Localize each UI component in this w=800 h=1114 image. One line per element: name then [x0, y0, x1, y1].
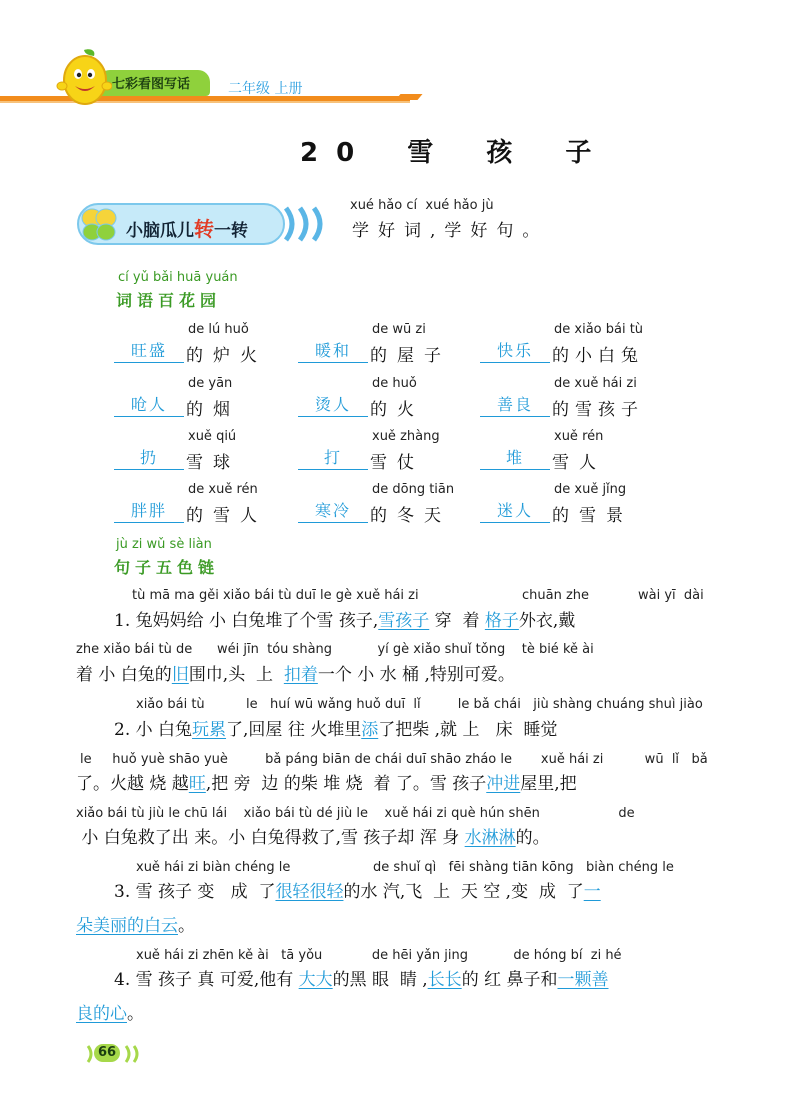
series-title: 七彩看图写话	[112, 77, 191, 92]
lesson-name: 雪 孩 子	[407, 138, 614, 168]
s3-pinyin: xiǎo bái tù le huí wū wǎng huǒ duī lǐ le bǎ chái jiù shàng chuáng shuì jiào	[136, 697, 703, 712]
word-pinyin: de lú huǒ	[188, 322, 249, 337]
s1-text-e: 外衣,戴	[518, 611, 576, 631]
s5-text-c: 的。	[515, 828, 550, 848]
word-answer-blank: 快乐	[480, 340, 550, 363]
word-pinyin: de wū zi	[372, 322, 426, 337]
banner-part1: 小脑瓜儿	[126, 221, 194, 241]
s8-text-c: 的黑 眼 睛 ,	[332, 970, 428, 990]
word-text: 的雪景	[552, 506, 633, 526]
s6-answer-1: 很轻很轻	[275, 882, 344, 902]
word-text: 的雪孩子	[552, 400, 644, 420]
s6-text-c: 的水 汽,飞 上 天 空 ,变 成 了	[343, 882, 584, 902]
s1-answer-1: 雪孩子	[378, 611, 430, 631]
s4-pinyin: le huǒ yuè shāo yuè bǎ páng biān de chái duī shāo zháo le xuě hái zi wū lǐ bǎ	[80, 752, 708, 767]
section-banner-title	[126, 213, 248, 242]
sentence-1-line-1	[114, 606, 575, 631]
s8-answer-1: 大大	[298, 970, 333, 990]
word-text: 的小白兔	[552, 346, 644, 366]
s1-text-c: 穿 着	[429, 611, 485, 631]
word-pinyin: xuě zhàng	[372, 429, 440, 444]
banner-part3: 一转	[214, 221, 248, 241]
s3-text-a: 2. 小 白兔	[114, 720, 193, 740]
s3-answer-2: 添	[361, 720, 379, 740]
lemon-mascot-icon	[56, 46, 112, 108]
word-text: 的火	[370, 400, 424, 420]
s9-text-b: 。	[127, 1004, 144, 1024]
word-pinyin: de xuě jǐng	[554, 482, 627, 497]
s1-answer-2: 格子	[484, 611, 519, 631]
word-answer-blank: 迷人	[480, 500, 550, 523]
sentence-4-line-1	[114, 965, 609, 990]
page-number: 66	[94, 1044, 120, 1062]
s6-answer-2: 一	[583, 882, 601, 902]
word-text: 的烟	[186, 400, 240, 420]
word-answer-blank: 呛人	[114, 394, 184, 417]
word-answer-blank: 旺盛	[114, 340, 184, 363]
sentence-3-line-1	[114, 877, 601, 902]
word-answer-blank: 寒冷	[298, 500, 368, 523]
s1-pinyin-2: chuān zhe	[522, 588, 590, 603]
grade-label: 二年级 上册	[228, 81, 303, 97]
s3-text-e: 了把柴 ,就 上 床 睡觉	[378, 720, 558, 740]
word-answer-blank: 善良	[480, 394, 550, 417]
word-text: 的炉火	[186, 346, 267, 366]
s5-text-a: 小 白兔救了出 来。小 白兔得救了,雪 孩子却 浑 身	[76, 828, 465, 848]
s4-text-e: 屋里,把	[520, 774, 577, 794]
goal-text: 学好词,学好句。	[352, 221, 549, 241]
word-answer-blank: 扔	[114, 447, 184, 470]
word-answer-blank: 暖和	[298, 340, 368, 363]
s3-answer-1: 玩累	[192, 720, 227, 740]
banner-part2: 转	[194, 217, 214, 241]
word-pinyin: de xuě hái zi	[554, 376, 637, 391]
sentence-2-line-3	[76, 823, 550, 848]
word-pinyin: de huǒ	[372, 376, 417, 391]
s9-answer-1: 良的心	[76, 1004, 127, 1024]
s2-text-c: 围巾,头 上	[188, 665, 284, 685]
word-pinyin: xuě qiú	[188, 429, 237, 444]
words-pinyin: cí yǔ bǎi huā yuán	[118, 270, 238, 285]
sentence-2-line-2	[76, 769, 577, 794]
lesson-title	[300, 132, 613, 169]
word-answer-blank: 打	[298, 447, 368, 470]
s1-pinyin: tù mā ma gěi xiǎo bái tù duī le gè xuě hái zi	[132, 588, 419, 603]
s2-text-e: 一个 小 水 桶 ,特别可爱。	[317, 665, 515, 685]
s6-text-a: 3. 雪 孩子 变 成 了	[114, 882, 276, 902]
word-text: 雪人	[552, 453, 606, 473]
s8-text-e: 的 红 鼻子和	[461, 970, 558, 990]
s8-pinyin: xuě hái zi zhēn kě ài tā yǒu de hēi yǎn jing de hóng bí zi hé	[136, 948, 622, 963]
s8-answer-2: 长长	[427, 970, 462, 990]
header-rule-end	[395, 94, 422, 100]
s4-answer-2: 冲进	[486, 774, 521, 794]
goal-pinyin: xué hǎo cí xué hǎo jù	[350, 198, 494, 213]
s4-text-a: 了。火越 烧 越	[76, 774, 189, 794]
word-pinyin: de yān	[188, 376, 233, 391]
lesson-number: 20	[300, 138, 373, 168]
word-text: 雪仗	[370, 453, 424, 473]
s7-answer-1: 朵美丽的白云	[76, 916, 178, 936]
word-text: 的屋子	[370, 346, 451, 366]
sentences-heading: 句子五色链	[114, 558, 220, 577]
word-pinyin: de xiǎo bái tù	[554, 322, 644, 337]
word-text: 的冬天	[370, 506, 451, 526]
word-pinyin: xuě rén	[554, 429, 604, 444]
s2-answer-1: 旧	[171, 665, 189, 685]
s2-text-a: 着 小 白兔的	[76, 665, 172, 685]
s2-answer-2: 扣着	[283, 665, 318, 685]
word-text: 的雪人	[186, 506, 267, 526]
s6-pinyin: xuě hái zi biàn chéng le de shuǐ qì fēi shàng tiān kōng biàn chéng le	[136, 860, 674, 875]
word-pinyin: de xuě rén	[188, 482, 258, 497]
s8-text-a: 4. 雪 孩子 真 可爱,他有	[114, 970, 299, 990]
s2-pinyin: zhe xiǎo bái tù de wéi jīn tóu shàng yí gè xiǎo shuǐ tǒng tè bié kě ài	[76, 642, 594, 657]
s5-pinyin: xiǎo bái tù jiù le chū lái xiǎo bái tù dé jiù le xuě hái zi què hún shēn de	[76, 806, 635, 821]
sentences-pinyin: jù zi wǔ sè liàn	[116, 537, 212, 552]
s3-text-c: 了,回屋 往 火堆里	[226, 720, 362, 740]
s1-text-a: 1. 兔妈妈给 小 白兔堆了个雪 孩子,	[114, 611, 379, 631]
word-text: 雪球	[186, 453, 240, 473]
word-answer-blank: 烫人	[298, 394, 368, 417]
s4-text-c: ,把 旁 边 的柴 堆 烧 着 了。雪 孩子	[205, 774, 487, 794]
word-answer-blank: 胖胖	[114, 500, 184, 523]
sentence-2-line-1	[114, 715, 557, 740]
word-pinyin: de dōng tiān	[372, 482, 455, 497]
sentence-4-line-2	[76, 999, 144, 1024]
s1-pinyin-3: wài yī dài	[638, 588, 704, 603]
sentence-3-line-2	[76, 911, 195, 936]
words-heading: 词语百花园	[116, 291, 222, 310]
sentence-1-line-2	[76, 660, 515, 685]
s4-answer-1: 旺	[188, 774, 206, 794]
s5-answer-1: 水淋淋	[464, 828, 516, 848]
s8-answer-3: 一颗善	[557, 970, 609, 990]
s7-text-b: 。	[178, 916, 195, 936]
word-answer-blank: 堆	[480, 447, 550, 470]
